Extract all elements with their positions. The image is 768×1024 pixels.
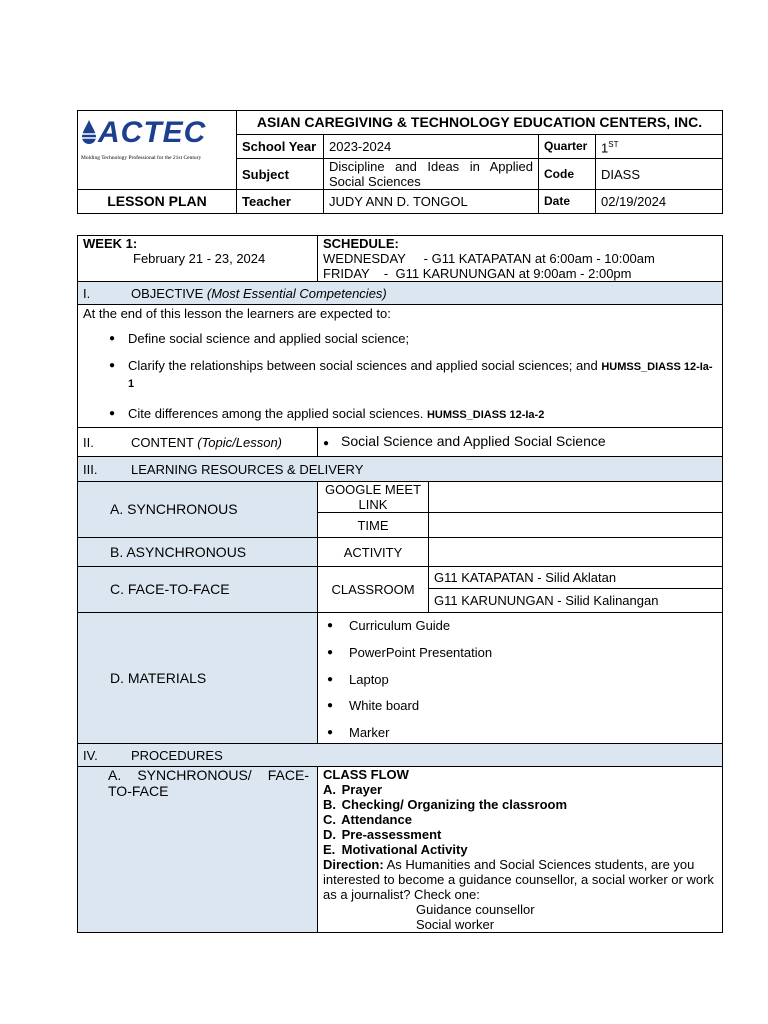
- option-item: Guidance counsellor: [416, 902, 535, 917]
- material-item: ● Curriculum Guide: [323, 618, 717, 633]
- materials-list: [323, 618, 717, 740]
- flow-item: D. Pre-assessment: [323, 827, 442, 842]
- asynchronous-label: B. ASYNCHRONOUS: [78, 538, 318, 567]
- quarter-value: 1ST: [596, 135, 723, 159]
- week-cell: [78, 236, 318, 282]
- teacher-value: JUDY ANN D. TONGOL: [324, 190, 539, 214]
- gmeet-label: GOOGLE MEET LINK: [318, 482, 429, 513]
- objective-heading: I. OBJECTIVE (Most Essential Competencies): [78, 282, 723, 305]
- time-value: [429, 513, 723, 538]
- procedures-heading: IV. PROCEDURES: [78, 744, 723, 767]
- objective-body: [78, 305, 723, 428]
- code-label: Code: [539, 159, 596, 190]
- material-item: ● Laptop: [323, 672, 717, 687]
- week-dates: February 21 - 23, 2024: [133, 251, 266, 266]
- flow-item: C. Attendance: [323, 812, 412, 827]
- materials-list-cell: [318, 613, 723, 744]
- option-item: Social worker: [416, 917, 495, 932]
- activity-value: [429, 538, 723, 567]
- synchronous-label: A. SYNCHRONOUS: [78, 482, 318, 538]
- schedule-line-1: WEDNESDAY - G11 KATAPATAN at 6:00am - 10:00am: [323, 251, 655, 266]
- flow-item: A. Prayer: [323, 782, 383, 797]
- objective-item: ● Clarify the relationships between social sciences and applied social sciences; and HUMSS_DIASS 12-Ia-1: [83, 358, 717, 392]
- f2f-label: C. FACE-TO-FACE: [78, 567, 318, 613]
- logo-tagline: Molding Technology Professional for the 21st Century: [81, 155, 202, 161]
- teacher-label: Teacher: [237, 190, 324, 214]
- material-item: ● Marker: [323, 725, 717, 740]
- doc-title: LESSON PLAN: [78, 190, 237, 214]
- objective-list: [83, 331, 717, 423]
- classroom-2: G11 KARUNUNGAN - Silid Kalinangan: [429, 589, 723, 613]
- flow-item: E. Motivational Activity: [323, 842, 468, 857]
- class-flow-cell: [318, 767, 723, 933]
- lesson-table: [77, 235, 723, 933]
- material-item: ● PowerPoint Presentation: [323, 645, 717, 660]
- classroom-1: G11 KATAPATAN - Silid Aklatan: [429, 567, 723, 589]
- flow-item: B. Checking/ Organizing the classroom: [323, 797, 568, 812]
- code-value: DIASS: [596, 159, 723, 190]
- direction-text: Direction: As Humanities and Social Sciences students, are you interested to become a guidance counsellor, a social worker or work as a journalist? Check one:: [323, 857, 714, 902]
- schedule-line-2: FRIDAY - G11 KARUNUNGAN at 9:00am - 2:00pm: [323, 266, 632, 281]
- schedule-cell: SCHEDULE: WEDNESDAY - G11 KATAPATAN at 6:00am - 10:00am FRIDAY - G11 KARUNUNGAN at 9:00am - 2:00pm: [318, 236, 723, 282]
- subject-label: Subject: [237, 159, 324, 190]
- procedures-sub-label: A. SYNCHRONOUS/ FACE-TO-FACE: [78, 767, 318, 933]
- subject-value: Discipline and Ideas in Applied Social Sciences: [324, 159, 539, 190]
- logo-cell: [78, 111, 237, 190]
- class-flow-title: CLASS FLOW: [323, 767, 409, 782]
- date-label: Date: [539, 190, 596, 214]
- actec-logo: [81, 115, 233, 149]
- week-label: WEEK 1:: [83, 236, 138, 251]
- school-year-value: 2023-2024: [324, 135, 539, 159]
- gmeet-link-value: [429, 482, 723, 513]
- objective-intro: At the end of this lesson the learners are expected to:: [83, 306, 391, 321]
- time-label: TIME: [318, 513, 429, 538]
- content-topic: ● Social Science and Applied Social Science: [318, 428, 723, 457]
- classroom-label: CLASSROOM: [318, 567, 429, 613]
- date-value: 02/19/2024: [596, 190, 723, 214]
- quarter-label: Quarter: [539, 135, 596, 159]
- water-drop-icon: [81, 119, 97, 145]
- logo-text: ACTEC: [98, 115, 207, 149]
- header-table: [77, 110, 723, 214]
- resources-heading: III. LEARNING RESOURCES & DELIVERY: [78, 457, 723, 482]
- content-label: II. CONTENT (Topic/Lesson): [78, 428, 318, 457]
- objective-item: ● Cite differences among the applied social sciences. HUMSS_DIASS 12-Ia-2: [83, 406, 717, 423]
- org-name: ASIAN CAREGIVING & TECHNOLOGY EDUCATION CENTERS, INC.: [237, 111, 723, 135]
- school-year-label: School Year: [237, 135, 324, 159]
- objective-item: ● Define social science and applied social science;: [83, 331, 717, 346]
- materials-label: D. MATERIALS: [78, 613, 318, 744]
- material-item: ● White board: [323, 698, 717, 713]
- activity-label: ACTIVITY: [318, 538, 429, 567]
